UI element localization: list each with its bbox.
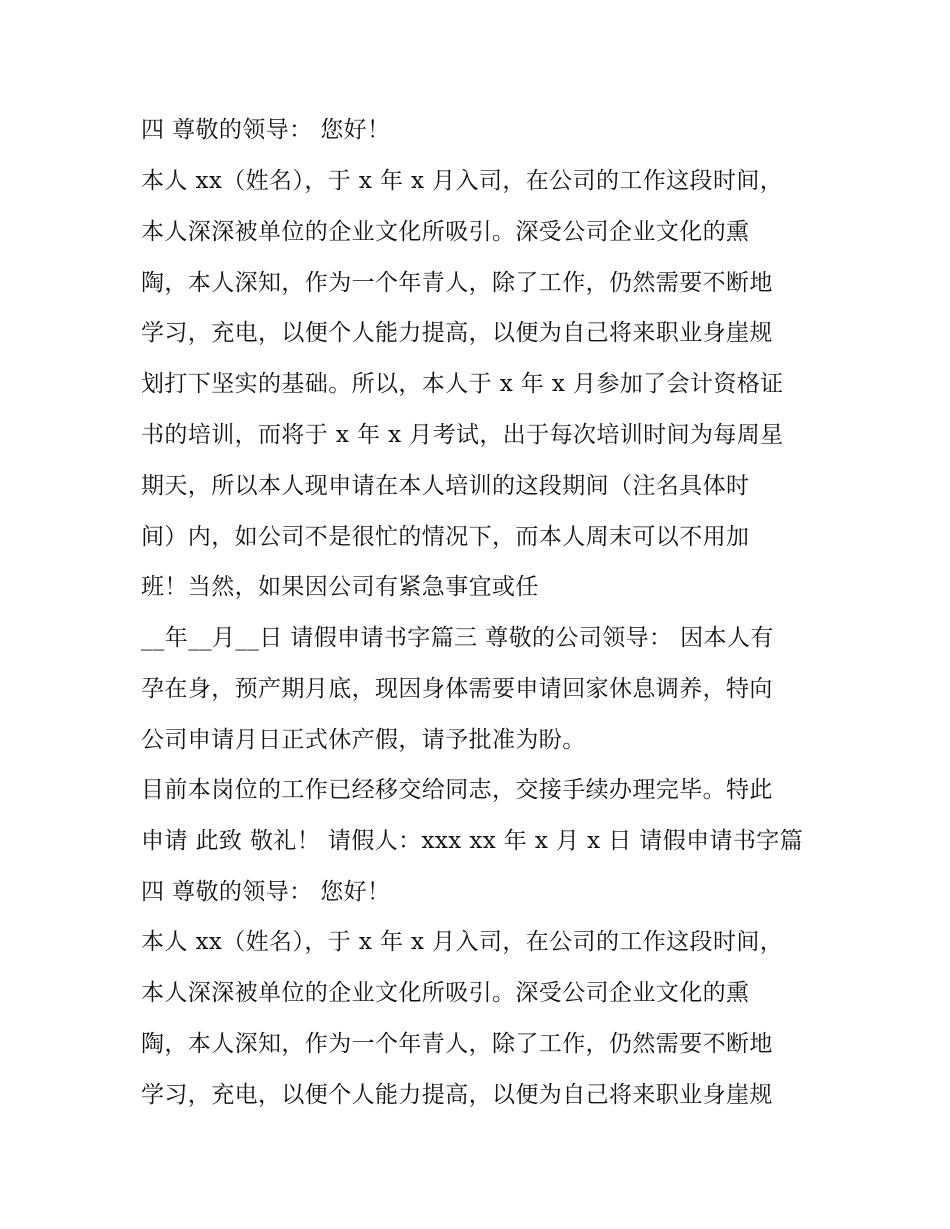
text-line: 学习，充电，以便个人能力提高，以便为自己将来职业身崖规	[141, 1082, 773, 1108]
text-line: 书的培训，而将于 x 年 x 月考试，出于每次培训时间为每周星	[141, 422, 784, 448]
text-line: 期天，所以本人现申请在本人培训的这段期间（注名具体时	[141, 473, 750, 499]
text-line: 本人 xx（姓名），于 x 年 x 月入司，在公司的工作这段时间，	[141, 168, 784, 194]
text-line: 本人 xx（姓名），于 x 年 x 月入司，在公司的工作这段时间，	[141, 929, 784, 955]
text-line: 划打下坚实的基础。所以，本人于 x 年 x 月参加了会计资格证	[141, 371, 784, 397]
text-line: 四 尊敬的领导： 您好！	[141, 879, 391, 905]
text-line: 申请 此致 敬礼！ 请假人：xxx xx 年 x 月 x 日 请假申请书字篇	[141, 828, 804, 854]
text-line: __年__月__日 请假申请书字篇三 尊敬的公司领导： 因本人有	[141, 625, 774, 651]
text-line: 公司申请月日正式休产假，请予批准为盼。	[141, 727, 586, 753]
text-line: 学习，充电，以便个人能力提高，以便为自己将来职业身崖规	[141, 320, 773, 346]
text-line: 四 尊敬的领导： 您好！	[141, 117, 391, 143]
text-line: 孕在身，预产期月底，现因身体需要申请回家休息调养，特向	[141, 676, 773, 702]
text-line: 目前本岗位的工作已经移交给同志，交接手续办理完毕。特此	[141, 777, 773, 803]
text-line: 本人深深被单位的企业文化所吸引。深受公司企业文化的熏	[141, 219, 750, 245]
text-line: 陶，本人深知，作为一个年青人，除了工作，仍然需要不断地	[141, 1031, 773, 1057]
text-line: 陶，本人深知，作为一个年青人，除了工作，仍然需要不断地	[141, 270, 773, 296]
text-line: 间）内，如公司不是很忙的情况下，而本人周末可以不用加	[141, 524, 750, 550]
text-line: 班！当然，如果因公司有紧急事宜或任	[141, 574, 539, 600]
text-line: 本人深深被单位的企业文化所吸引。深受公司企业文化的熏	[141, 980, 750, 1006]
